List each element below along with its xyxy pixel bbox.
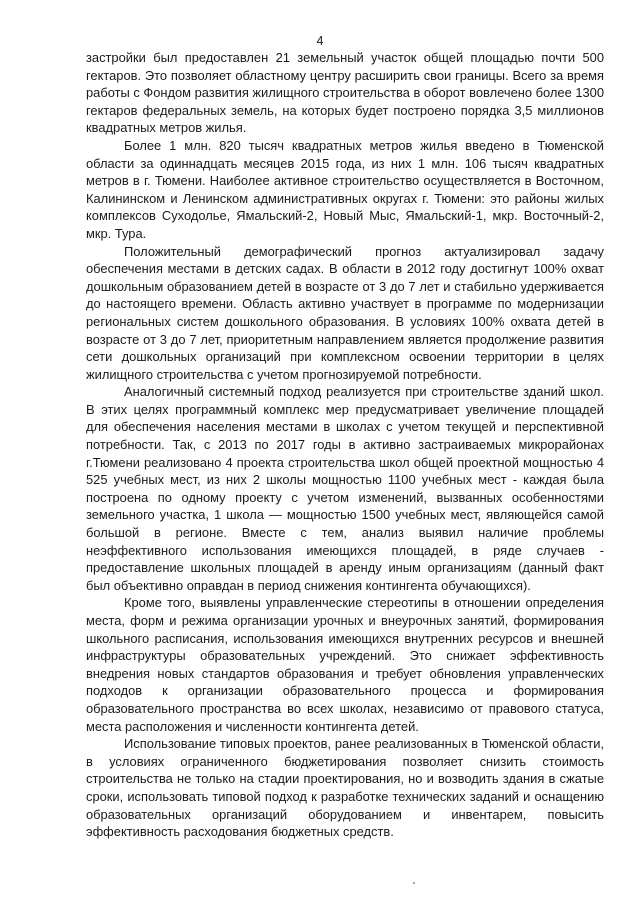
- paragraph-5: Кроме того, выявлены управленческие стереотипы в отношении определения места, форм и режима организации урочных и внеурочных занятий, формирования школьного расписания, использования имеющихся внутренних ресурсов и внешней инфраструктуры образовательных учреждений. Это снижает эффективность внедрения новых стандартов образования и требует обновления управленческих подходов к организации образовательного процесса и формирования образовательного пространства во всех школах, независимо от правового статуса, места расположения и численности контингента детей.: [86, 595, 604, 734]
- paragraph-4: Аналогичный системный подход реализуется при строительстве зданий школ. В этих целях программный комплекс мер предусматривает увеличение площадей для обеспечения населения местами в школах с учетом текущей и перспективной потребности. Так, с 2013 по 2017 годы в активно застраиваемых микрорайонах г.Тюмени реализовано 4 проекта строительства школ общей проектной мощностью 4 525 учебных мест, из них 2 школы мощностью 1100 учебных мест - каждая была построена по одному проекту с учетом изменений, вызванных особенностями земельного участка, 1 школа — мощностью 1500 учебных мест, являющейся самой большой в регионе. Вместе с тем, анализ выявил наличие проблемы неэффективного использования имеющихся площадей, в ряде случаев - предоставление школьных площадей в аренду иным организациям (данный факт был объективно оправдан в период снижения контингента обучающихся).: [86, 384, 604, 593]
- paragraph-3: Положительный демографический прогноз актуализировал задачу обеспечения местами в детских садах. В области в 2012 году достигнут 100% охват дошкольным образованием детей в возрасте от 3 до 7 лет и стабильно удерживается до настоящего времени. Область активно участвует в программе по модернизации региональных систем дошкольного образования. В условиях 100% охвата детей в возрасте от 3 до 7 лет, приоритетным направлением является продолжение развития сети дошкольных организаций при комплексном освоении территории в целях жилищного строительства с учетом прогнозируемой потребности.: [86, 243, 604, 382]
- paragraph-1: застройки был предоставлен 21 земельный участок общей площадью почти 500 гектаров. Это позволяет областному центру расширить свои границы. Всего за время работы с Фондом развития жилищного строительства в оборот вовлечено более 1300 гектаров федеральных земель, на которых будет построено порядка 3,5 миллионов квадратных метров жилья.: [86, 50, 604, 136]
- paragraph-6: Использование типовых проектов, ранее реализованных в Тюменской области, в условиях ограниченного бюджетирования позволяет снизить стоимость строительства не только на стадии проектирования, но и возводить здания в сжатые сроки, использовать типовой подход к разработке технических заданий и оснащению образовательных организаций оборудованием и инвентарем, повысить эффективность расходования бюджетных средств.: [86, 736, 604, 840]
- paragraph-2: Более 1 млн. 820 тысяч квадратных метров жилья введено в Тюменской области за одиннадцать месяцев 2015 года, из них 1 млн. 106 тысяч квадратных метров в г. Тюмени. Наиболее активное строительство осуществляется в Восточном, Калининском и Ленинском административных округах г. Тюмени: это районы жилых комплексов Суходолье, Ямальский-2, Новый Мыс, Ямальский-1, мкр. Восточный-2, мкр. Тура.: [86, 137, 604, 241]
- document-body: [86, 49, 604, 841]
- scan-speck: [413, 882, 415, 884]
- page-number: 4: [316, 34, 324, 48]
